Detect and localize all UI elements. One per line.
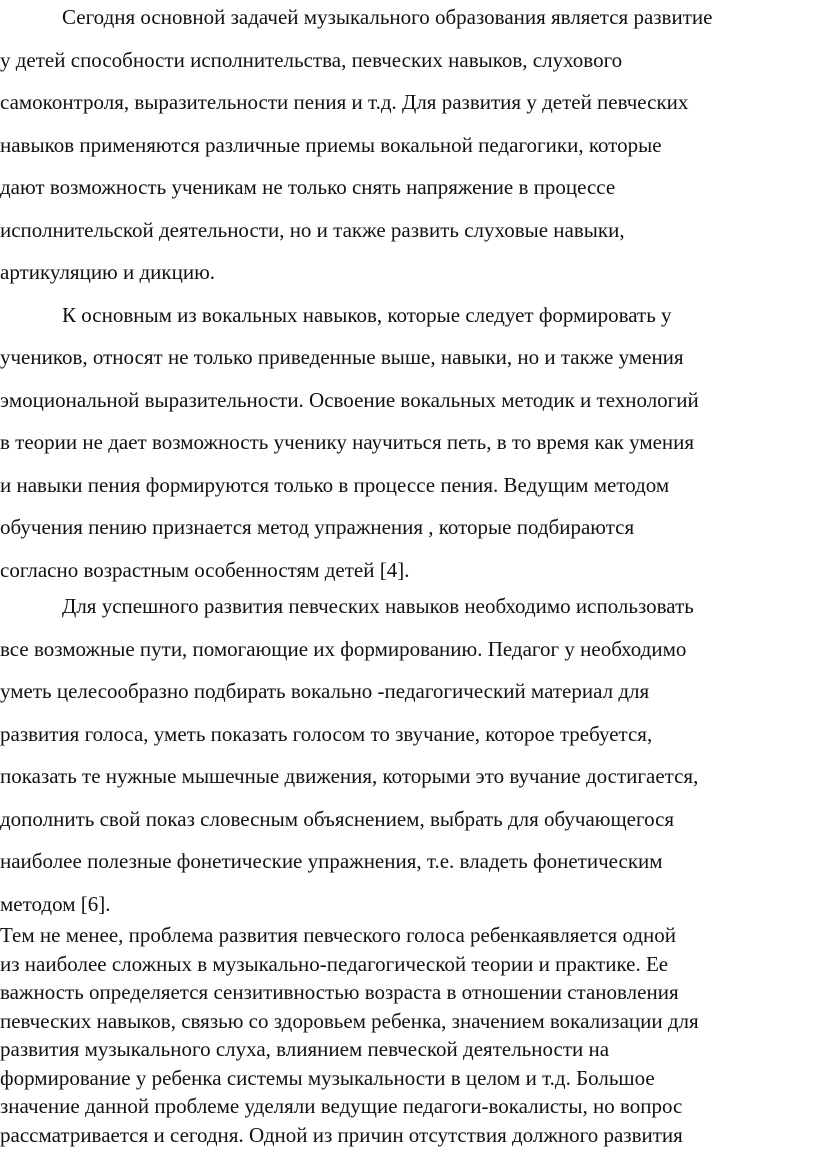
text-line: развития музыкального слуха, влиянием певческой деятельности на <box>0 1037 610 1061</box>
paragraph-3 <box>0 585 816 925</box>
text-line: и навыки пения формируются только в процессе пения. Ведущим методом <box>0 472 670 497</box>
text-line: все возможные пути, помогающие их формированию. Педагог у необходимо <box>0 636 687 661</box>
text-line: учеников, относят не только приведенные выше, навыки, но и также умения <box>0 345 684 369</box>
text-line: формирование у ребенка системы музыкальности в целом и т.д. Большое <box>0 1065 655 1090</box>
text-line: рассматривается и сегодня. Одной из причин отсутствия должного развития <box>0 1122 683 1147</box>
paragraph-2 <box>0 294 816 592</box>
text-line: К основным из вокальных навыков, которые следует формировать у <box>62 302 672 327</box>
text-line: показать те нужные мышечные движения, которыми это вучание достигается, <box>0 764 699 788</box>
paragraph-1 <box>0 0 816 294</box>
text-line: уметь целесообразно подбирать вокально -педагогический материал для <box>0 679 650 703</box>
text-line: развития голоса, уметь показать голосом то звучание, которое требуется, <box>0 721 653 746</box>
text-line: Для успешного развития певческих навыков необходимо использовать <box>62 594 694 618</box>
text-line: навыков применяются различные приемы вокальной педагогики, которые <box>0 132 662 157</box>
text-line: из наиболее сложных в музыкально-педагогической теории и практике. Ее <box>0 951 669 976</box>
text-line: певческих навыков, связью со здоровьем ребенка, значением вокализации для <box>0 1008 699 1033</box>
text-line: методом [6]. <box>0 891 111 916</box>
text-line: дополнить свой показ словесным объяснением, выбрать для обучающегося <box>0 806 675 831</box>
paragraph-4 <box>0 921 816 1149</box>
text-line: обучения пению признается метод упражнения , которые подбираются <box>0 515 635 539</box>
text-line: значение данной проблеме уделяли ведущие педагоги-вокалисты, но вопрос <box>0 1094 683 1118</box>
text-line: Сегодня основной задачей музыкального образования является развитие <box>62 5 713 29</box>
text-line: Тем не менее, проблема развития певческого голоса ребенкаявляется одной <box>0 923 677 947</box>
text-line: у детей способности исполнительства, певческих навыков, слухового <box>0 47 623 72</box>
text-line: дают возможность ученикам не только снять напряжение в процессе <box>0 175 616 199</box>
text-line: артикуляцию и дикцию. <box>0 260 216 284</box>
text-line: эмоциональной выразительности. Освоение вокальных методик и технологий <box>0 387 699 412</box>
text-line: согласно возрастным особенностям детей [4]. <box>0 557 410 582</box>
text-line: важность определяется сензитивностью возраста в отношении становления <box>0 980 679 1004</box>
text-line: наиболее полезные фонетические упражнения, т.е. владеть фонетическим <box>0 849 663 873</box>
text-line: в теории не дает возможность ученику научиться петь, в то время как умения <box>0 430 695 454</box>
text-line: самоконтроля, выразительности пения и т.д. Для развития у детей певческих <box>0 90 689 114</box>
text-line: исполнительской деятельности, но и также развить слуховые навыки, <box>0 217 625 242</box>
